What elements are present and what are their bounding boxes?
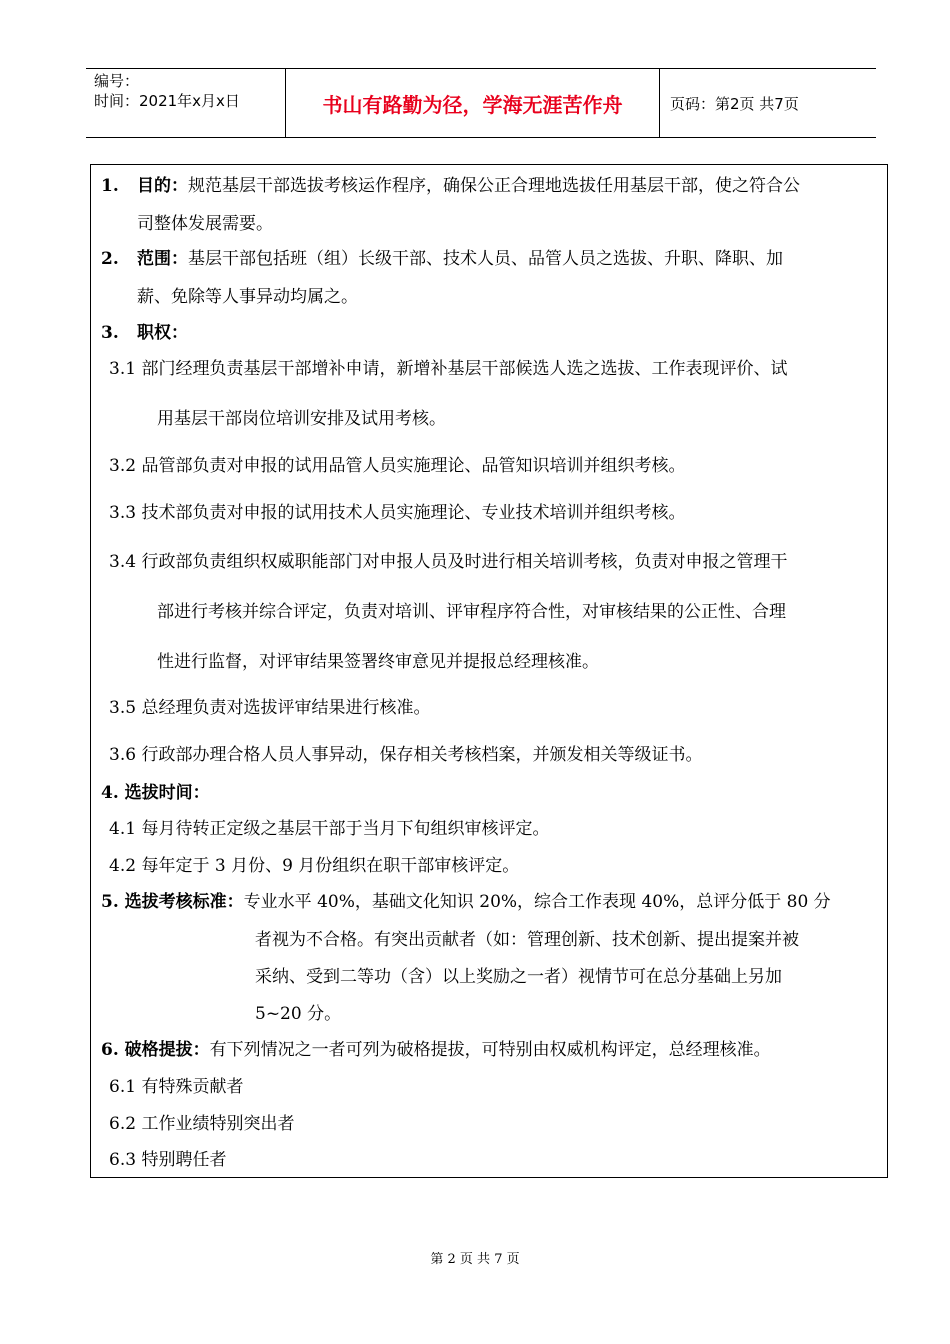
- section-1-line-1: [101, 171, 800, 196]
- section-3-title: 职权：: [137, 323, 188, 343]
- section-3-heading: [101, 318, 188, 343]
- item-3-4-line-3: 性进行监督，对评审结果签署终审意见并提报总经理核准。: [157, 652, 599, 672]
- section-2-title: 范围：: [137, 249, 188, 269]
- header-page-info: 页码：第2页 共7页: [670, 94, 799, 113]
- section-3-number: 3.: [101, 323, 119, 343]
- item-6-1: 6.1 有特殊贡献者: [109, 1077, 244, 1097]
- item-4-2: 4.2 每年定于 3 月份、9 月份组织在职干部审核评定。: [109, 856, 520, 876]
- section-2-text: 基层干部包括班（组）长级干部、技术人员、品管人员之选拔、升职、降职、加: [188, 249, 783, 269]
- item-3-2: 3.2 品管部负责对申报的试用品管人员实施理论、品管知识培训并组织考核。: [109, 456, 686, 476]
- item-3-3: 3.3 技术部负责对申报的试用技术人员实施理论、专业技术培训并组织考核。: [109, 503, 686, 523]
- section-6-title: 6. 破格提拔：: [101, 1040, 210, 1060]
- section-6-line-1: [101, 1035, 771, 1060]
- section-4-title: 4. 选拔时间：: [101, 783, 210, 803]
- section-5-line-1: [101, 887, 831, 912]
- section-5-title: 5. 选拔考核标准：: [101, 892, 244, 912]
- section-1-title: 目的：: [137, 176, 188, 196]
- page-footer: 第 2 页 共 7 页: [430, 1252, 520, 1267]
- item-3-1-line-2: 用基层干部岗位培训安排及试用考核。: [157, 409, 446, 429]
- section-2-line-1: [101, 244, 783, 269]
- section-1-number: 1.: [101, 176, 119, 196]
- section-5-text: 专业水平 40%，基础文化知识 20%，综合工作表现 40%，总评分低于 80 分: [243, 892, 831, 912]
- section-2-line-2: 薪、免除等人事异动均属之。: [137, 287, 358, 307]
- item-3-1-line-1: 3.1 部门经理负责基层干部增补申请，新增补基层干部候选人选之选拔、工作表现评价、试: [109, 359, 788, 379]
- section-6-text: 有下列情况之一者可列为破格提拔，可特别由权威机构评定，总经理核准。: [209, 1040, 771, 1060]
- section-5-line-4: 5~20 分。: [255, 1004, 342, 1024]
- section-5-line-3: 采纳、受到二等功（含）以上奖励之一者）视情节可在总分基础上另加: [255, 967, 782, 987]
- section-5-line-2: 者视为不合格。有突出贡献者（如：管理创新、技术创新、提出提案并被: [255, 930, 799, 950]
- item-3-4-line-2: 部进行考核并综合评定，负责对培训、评审程序符合性，对审核结果的公正性、合理: [157, 602, 786, 622]
- item-3-5: 3.5 总经理负责对选拔评审结果进行核准。: [109, 698, 431, 718]
- item-3-6: 3.6 行政部办理合格人员人事异动，保存相关考核档案，并颁发相关等级证书。: [109, 745, 703, 765]
- item-6-2: 6.2 工作业绩特别突出者: [109, 1114, 295, 1134]
- item-4-1: 4.1 每月待转正定级之基层干部于当月下旬组织审核评定。: [109, 819, 550, 839]
- header-meta: [86, 69, 285, 137]
- section-1-line-2: 司整体发展需要。: [137, 214, 273, 234]
- item-3-4-line-1: 3.4 行政部负责组织权威职能部门对申报人员及时进行相关培训考核，负责对申报之管理干: [109, 552, 788, 572]
- header-motto: 书山有路勤为径，学海无涯苦作舟: [285, 69, 660, 137]
- content-box: [90, 164, 888, 1178]
- number-label: 编号：: [94, 72, 140, 90]
- section-1-text: 规范基层干部选拔考核运作程序，确保公正合理地选拔任用基层干部，使之符合公: [188, 176, 800, 196]
- document-header: [86, 68, 876, 138]
- section-2-number: 2.: [101, 249, 119, 269]
- time-label: 时间：2021年x月x日: [94, 92, 240, 110]
- item-6-3: 6.3 特别聘任者: [109, 1150, 227, 1170]
